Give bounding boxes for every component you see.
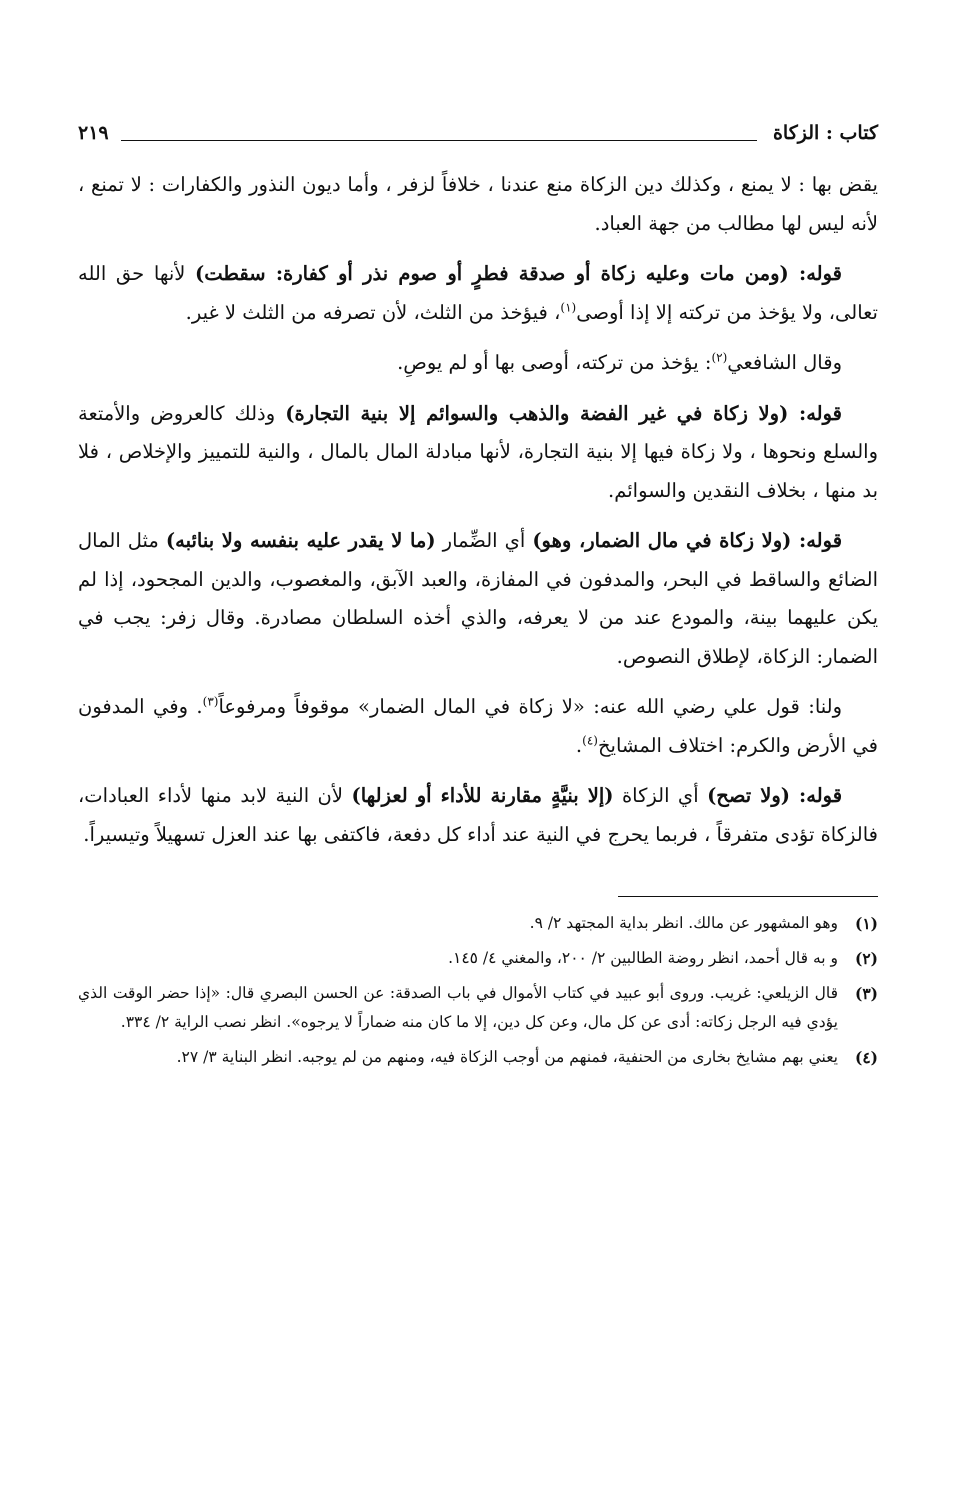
paragraph-4: قوله: (ولا زكاة في غير الفضة والذهب والسوائم إلا بنية التجارة) وذلك كالعروض والأمتعة والسلع ونحوها ، ولا زكاة فيها إلا بنية التجارة، لأنها مبادلة المال بالمال ، والنية للتمييز والإخلاص ، فلا بد منها ، بخلاف النقدين والسوائم.	[78, 401, 878, 502]
main-text	[78, 166, 878, 854]
paragraph-3: وقال الشافعي$^{(٢)}$: يؤخذ من تركته، أوصى بها أو لم يوصِ.	[397, 350, 842, 374]
footnote-number: (٣)	[854, 984, 878, 1003]
header-rule	[121, 126, 757, 141]
footnote-text: و به قال أحمد، انظر روضة الطالبين ٢/ ٢٠٠، والمغني ٤/ ١٤٥.	[448, 949, 838, 967]
footnote-number: (٤)	[854, 1048, 878, 1067]
footnote-ref-3: (٣)	[202, 694, 219, 709]
footnote	[78, 909, 878, 938]
bold-mid: (ما لا يقدر عليه بنفسه ولا بنائبه)	[165, 529, 436, 552]
footnotes	[78, 909, 878, 1072]
paragraph-6: ولنا: قول علي رضي الله عنه: «لا زكاة في المال الضمار» موقوفاً ومرفوعاً$^{(٣)}$. وفي المدفون في الأرض والكرم: اختلاف المشايخ$^{(٤)}$.	[78, 694, 878, 757]
footnote-separator-wrap	[78, 866, 878, 909]
footnote-text: وهو المشهور عن مالك. انظر بداية المجتهد ٢/ ٩.	[529, 914, 838, 932]
paragraph-5: قوله: (ولا زكاة في مال الضمار، وهو) أي الضِّمار (ما لا يقدر عليه بنفسه ولا بنائبه) مثل المال الضائع والساقط في البحر، والمدفون في المفازة، والعبد الآبق، والمغصوب، والدين المجحود، إذا لم يكن عليهما بينة، والمودع عند من لا يعرفه، والذي أخذه السلطان مصادرة. وقال زفر: يجب في الضمار: الزكاة، لإطلاق النصوص.	[78, 529, 878, 668]
paragraph-1: يقض بها : لا يمنع ، وكذلك دين الزكاة منع عندنا ، خلافاً لزفر ، وأما ديون النذور والكفارات : لا تمنع ، لأنه ليس لها مطالب من جهة العباد.	[78, 173, 878, 235]
bold-lead: قوله: (ولا زكاة في غير الفضة والذهب والسوائم إلا بنية التجارة)	[285, 401, 842, 425]
footnote-number: (١)	[854, 914, 878, 933]
footnote-number: (٢)	[854, 949, 878, 968]
page-number: ٢١٩	[78, 122, 109, 144]
bold-lead: قوله: (ومن مات وعليه زكاة أو صدقة فطرٍ أو صوم نذر أو كفارة: سقطت)	[195, 262, 842, 285]
footnote-separator	[618, 896, 878, 897]
footnote-ref-4: (٤)	[582, 733, 598, 747]
paragraph-7: قوله: (ولا تصح) أي الزكاة (إلا بنيَّةٍ مقارنة للأداء أو لعزلها) لأن النية لابد منها لأداء العبادات، فالزكاة تؤدى متفرقاً ، فربما يحرج في النية عند أداء كل دفعة، فاكتفى بها عند العزل تسهيلاً وتيسيراً.	[78, 784, 878, 846]
footnote	[78, 979, 878, 1037]
footnote-text: يعني بهم مشايخ بخارى من الحنفية، فمنهم من أوجب الزكاة فيه، ومنهم من لم يوجبه. انظر البناية ٣/ ٢٧.	[176, 1048, 838, 1066]
page-header	[78, 118, 878, 148]
footnote	[78, 1043, 878, 1072]
footnote-ref-1: (١)	[560, 300, 577, 314]
bold-lead: قوله: (ولا زكاة في مال الضمار، وهو)	[532, 529, 843, 552]
footnote-ref-2: (٢)	[711, 350, 728, 365]
document-page	[78, 118, 878, 1078]
bold-mid: (إلا بنيَّةٍ مقارنة للأداء أو لعزلها)	[351, 784, 614, 807]
bold-lead: قوله: (ولا تصح)	[707, 784, 843, 807]
paragraph-2: قوله: (ومن مات وعليه زكاة أو صدقة فطرٍ أو صوم نذر أو كفارة: سقطت) لأنها حق الله تعالى، ولا يؤخذ من تركته إلا إذا أوصى$^{(١)}$، فيؤخذ من الثلث، لأن تصرفه من الثلث لا غير.	[78, 262, 878, 324]
footnote-text: قال الزيلعي: غريب. وروى أبو عبيد في كتاب الأموال في باب الصدقة: عن الحسن البصري قال: «إذا حضر الوقت الذي يؤدي فيه الرجل زكاته: أدى عن كل مال، وعن كل دين، إلا ما كان منه ضماراً لا يرجوه». انظر نصب الراية ٢/ ٣٣٤.	[78, 984, 838, 1031]
chapter-title: كتاب : الزكاة	[772, 122, 878, 144]
footnote	[78, 944, 878, 973]
